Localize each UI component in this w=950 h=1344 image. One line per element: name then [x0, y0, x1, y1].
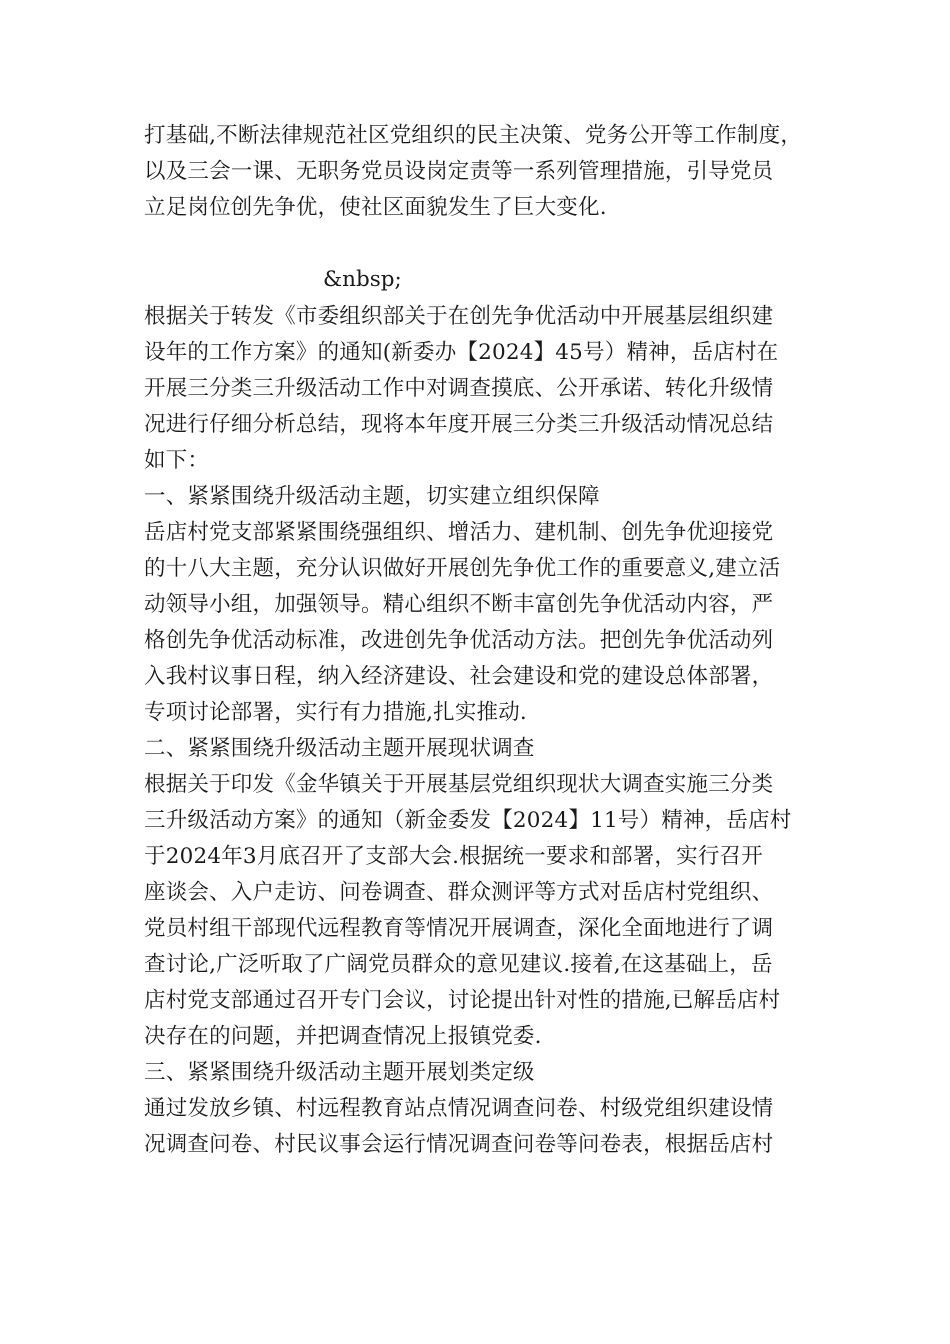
section-heading-2: 二、紧紧围绕升级活动主题开展现状调查	[144, 736, 535, 761]
text-line: 格创先争优活动标准，改进创先争优活动方法。把创先争优活动列	[144, 628, 774, 653]
text-line: 立足岗位创先争优，使社区面貌发生了巨大变化.	[144, 195, 607, 220]
text-line: 设年的工作方案》的通知(新委办【2024】45号）精神，岳店村在	[144, 340, 779, 365]
text-line: 查讨论,广泛听取了广阔党员群众的意见建议.接着,在这基础上，岳	[144, 952, 773, 977]
text-line: 决存在的问题，并把调查情况上报镇党委.	[144, 1024, 542, 1049]
section-heading-1: 一、紧紧围绕升级活动主题，切实建立组织保障	[144, 484, 600, 509]
text-line: 打基础,不断法律规范社区党组织的民主决策、党务公开等工作制度，	[144, 123, 803, 148]
text-line: 况进行仔细分析总结，现将本年度开展三分类三升级活动情况总结	[144, 412, 774, 437]
text-line: 于2024年3月底召开了支部大会.根据统一要求和部署，实行召开	[144, 844, 763, 869]
text-line: 入我村议事日程，纳入经济建设、社会建设和党的建设总体部署，	[144, 664, 774, 689]
text-line: 开展三分类三升级活动工作中对调查摸底、公开承诺、转化升级情	[144, 376, 774, 401]
text-line: 如下：	[144, 448, 210, 473]
section-heading-3: 三、紧紧围绕升级活动主题开展划类定级	[144, 1060, 535, 1085]
text-line: 座谈会、入户走访、问卷调查、群众测评等方式对岳店村党组织、	[144, 880, 774, 905]
text-line: 以及三会一课、无职务党员设岗定责等一系列管理措施，引导党员	[144, 159, 774, 184]
text-line: 动领导小组，加强领导。精心组织不断丰富创先争优活动内容，严	[144, 592, 774, 617]
text-line: 专项讨论部署，实行有力措施,扎实推动.	[144, 700, 527, 725]
text-line: 岳店村党支部紧紧围绕强组织、增活力、建机制、创先争优迎接党	[144, 520, 774, 545]
text-line: 通过发放乡镇、村远程教育站点情况调查问卷、村级党组织建设情	[144, 1096, 774, 1121]
text-line: 根据关于印发《金华镇关于开展基层党组织现状大调查实施三分类	[144, 772, 774, 797]
document-body	[144, 299, 824, 1163]
nbsp-artifact: &nbsp;	[323, 267, 402, 292]
text-line: 况调查问卷、村民议事会运行情况调查问卷等问卷表，根据岳店村	[144, 1132, 774, 1157]
text-line: 根据关于转发《市委组织部关于在创先争优活动中开展基层组织建	[144, 304, 774, 329]
paragraph-intro	[144, 118, 824, 226]
text-line: 的十八大主题，充分认识做好开展创先争优工作的重要意义,建立活	[144, 556, 781, 581]
text-line: 党员村组干部现代远程教育等情况开展调查，深化全面地进行了调	[144, 916, 774, 941]
text-line: 店村党支部通过召开专门会议，讨论提出针对性的措施,已解岳店村	[144, 988, 781, 1013]
text-line: 三升级活动方案》的通知（新金委发【2024】11号）精神，岳店村	[144, 808, 792, 833]
